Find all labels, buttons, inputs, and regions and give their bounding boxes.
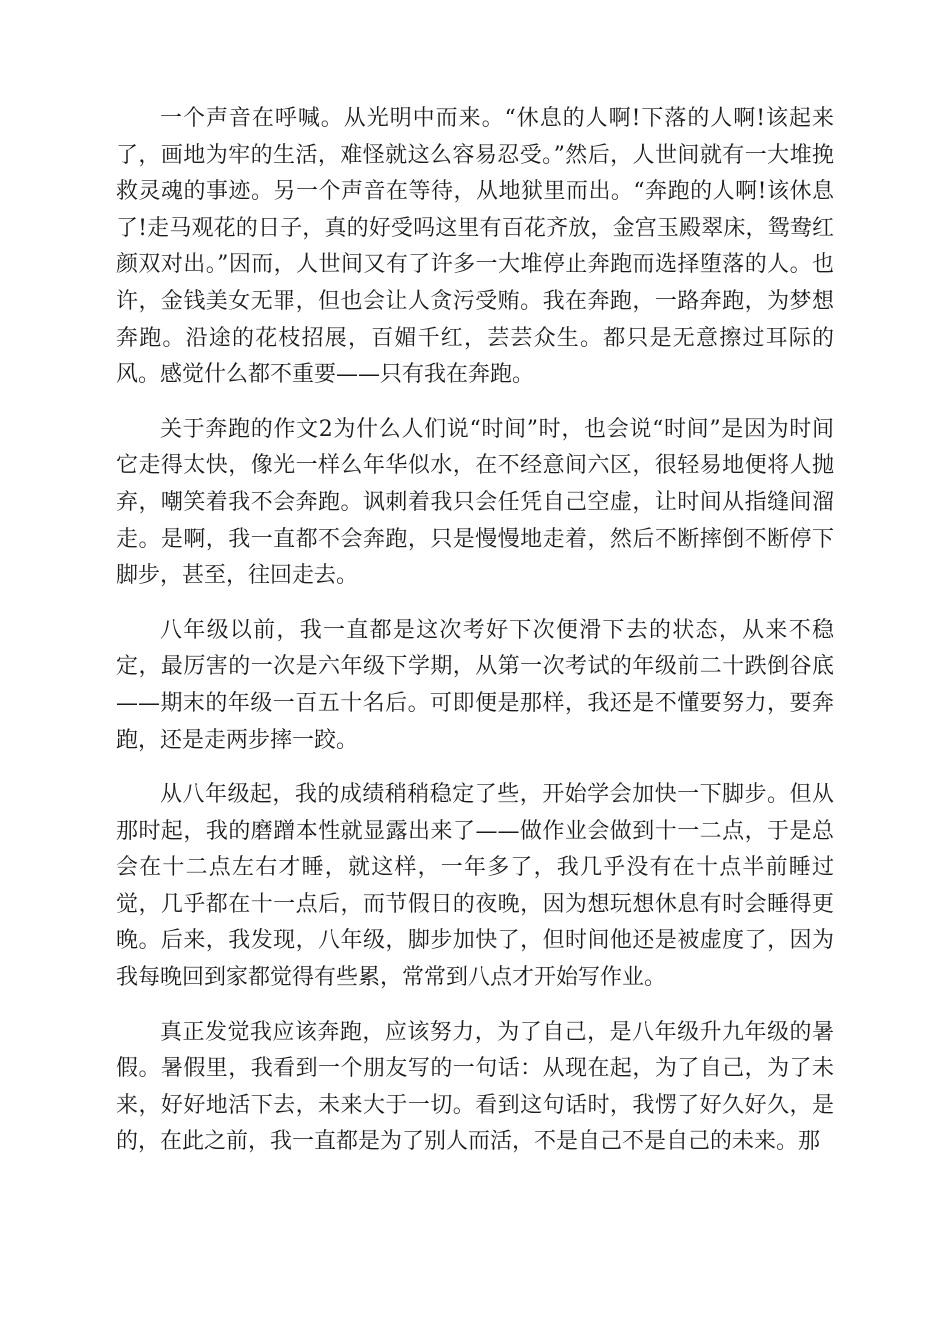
paragraph-2: 关于奔跑的作文2为什么人们说“时间”时，也会说“时间”是因为时间它走得太快，像光一样么年华似水，在不经意间六区，很轻易地便将人抛弃，嘲笑着我不会奔跑。讽刺着我只会任凭自己空虚，让时间从指缝间溜走。是啊，我一直都不会奔跑，只是慢慢地走着，然后不断摔倒不断停下脚步，甚至，往回走去。 [116,416,834,589]
paragraph-5: 真正发觉我应该奔跑，应该努力，为了自己，是八年级升九年级的暑假。暑假里，我看到一个朋友写的一句话：从现在起，为了自己，为了未来，好好地活下去，未来大于一切。看到这句话时，我愣了好久好久，是的，在此之前，我一直都是为了别人而活，不是自己不是自己的未来。那 [116,1019,834,1155]
paragraph-3: 八年级以前，我一直都是这次考好下次便滑下去的状态，从来不稳定，最厉害的一次是六年级下学期，从第一次考试的年级前二十跌倒谷底——期末的年级一百五十名后。可即便是那样，我还是不懂要努力，要奔跑，还是走两步摔一跤。 [116,617,834,753]
document-page [116,101,834,1179]
paragraph-1: 一个声音在呼喊。从光明中而来。“休息的人啊!下落的人啊!该起来了，画地为牢的生活，难怪就这么容易忍受。”然后，人世间就有一大堆挽救灵魂的事迹。另一个声音在等待，从地狱里而出。“奔跑的人啊!该休息了!走马观花的日子，真的好受吗这里有百花齐放，金宫玉殿翠床，鸳鸯红颜双对出。”因而，人世间又有了许多一大堆停止奔跑而选择堕落的人。也许，金钱美女无罪，但也会让人贪污受贿。我在奔跑，一路奔跑，为梦想奔跑。沿途的花枝招展，百媚千红，芸芸众生。都只是无意擦过耳际的风。感觉什么都不重要——只有我在奔跑。 [116,106,834,388]
paragraph-4: 从八年级起，我的成绩稍稍稳定了些，开始学会加快一下脚步。但从那时起，我的磨蹭本性就显露出来了——做作业会做到十一二点，于是总会在十二点左右才睡，就这样，一年多了，我几乎没有在十点半前睡过觉，几乎都在十一点后，而节假日的夜晚，因为想玩想休息有时会睡得更晚。后来，我发现，八年级，脚步加快了，但时间他还是被虚度了，因为我每晚回到家都觉得有些累，常常到八点才开始写作业。 [116,782,834,991]
